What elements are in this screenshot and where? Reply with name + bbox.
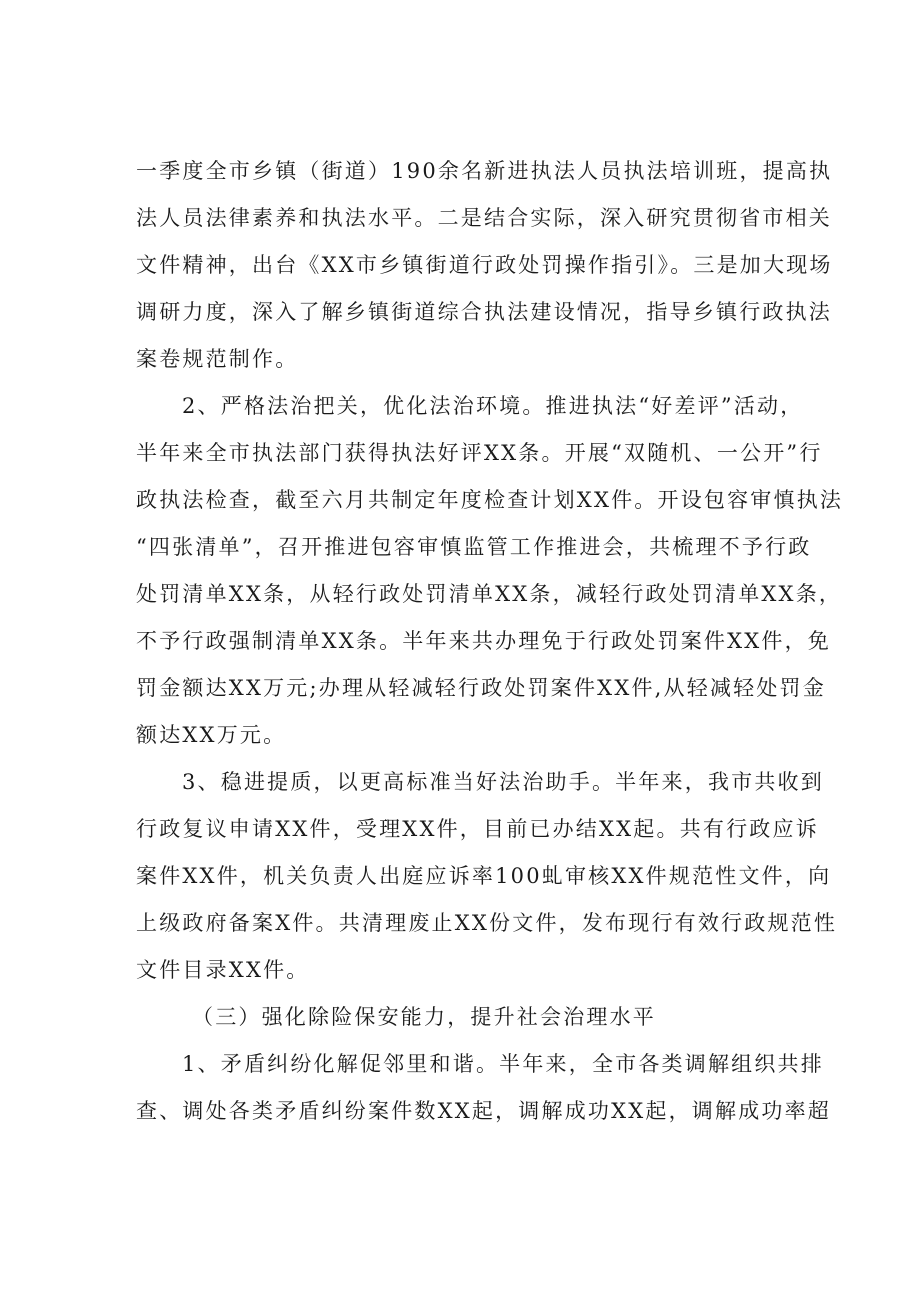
text-line: 查、调处各类矛盾纠纷案件数XX起，调解成功XX起，调解成功率超 [136, 1099, 831, 1123]
paragraph-start-line: 1、矛盾纠纷化解促邻里和谐。半年来，全市各类调解组织共排 [182, 1052, 824, 1076]
text-line: 处罚清单XX条，从轻行政处罚清单XX条，减轻行政处罚清单XX条， [136, 582, 843, 606]
text-line: 上级政府备案X件。共清理废止XX份文件，发布现行有效行政规范性 [136, 911, 838, 935]
text-line: 案卷规范制作。 [136, 347, 299, 371]
text-line: 案件XX件，机关负责人出庭应诉率100虬审核XX件规范性文件，向 [136, 864, 832, 888]
paragraph-start-line: 3、稳进提质，以更高标准当好法治助手。半年来，我市共收到 [182, 770, 824, 794]
text-line: 行政复议申请XX件，受理XX件，目前已办结XX起。共有行政应诉 [136, 817, 819, 841]
document-body [136, 148, 844, 1135]
text-line: “四张清单”，召开推进包容审慎监管工作推进会，共梳理不予行政 [136, 535, 812, 559]
paragraph-start-line: 2、严格法治把关，优化法治环境。推进执法“好差评”活动， [182, 394, 804, 418]
text-line: 一季度全市乡镇（街道）190余名新进执法人员执法培训班，提高执 [136, 159, 833, 183]
section-heading: （三）强化除险保安能力，提升社会治理水平 [192, 1005, 656, 1029]
text-line: 文件精神，出台《XX市乡镇街道行政处罚操作指引》。三是加大现场 [136, 253, 833, 277]
text-line: 不予行政强制清单XX条。半年来共办理免于行政处罚案件XX件，免 [136, 629, 831, 653]
text-line: 法人员法律素养和执法水平。二是结合实际，深入研究贯彻省市相关 [136, 206, 832, 230]
text-line: 额达XX万元。 [136, 723, 287, 747]
text-line: 罚金额达XX万元;办理从轻减轻行政处罚案件XX件,从轻减轻处罚金 [136, 676, 826, 700]
text-line: 政执法检查，截至六月共制定年度检查计划XX件。开设包容审慎执法 [136, 488, 844, 512]
text-line: 半年来全市执法部门获得执法好评XX条。开展“双随机、一公开”行 [136, 441, 823, 465]
text-line: 调研力度，深入了解乡镇街道综合执法建设情况，指导乡镇行政执法 [136, 300, 832, 324]
text-line: 文件目录XX件。 [136, 958, 310, 982]
